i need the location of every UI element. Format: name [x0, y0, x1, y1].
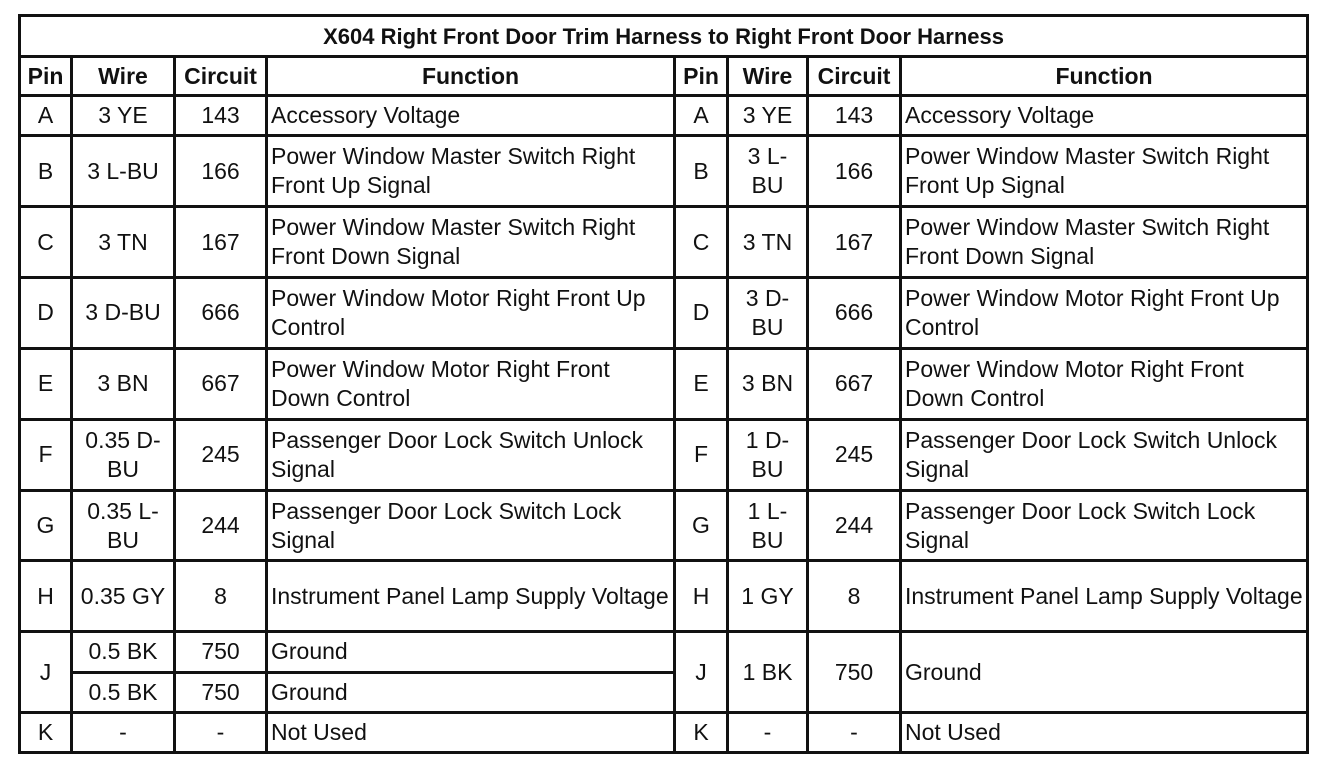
- wire-cell: 0.35 L-BU: [72, 490, 175, 561]
- header-wire-right: Wire: [728, 57, 808, 96]
- wire-cell: 0.5 BK: [72, 672, 175, 712]
- circuit-cell: 143: [808, 96, 901, 136]
- wire-cell: -: [72, 712, 175, 752]
- table-row: [20, 277, 1308, 348]
- circuit-cell: 666: [175, 277, 267, 348]
- pin-cell: H: [675, 561, 728, 632]
- table-title: X604 Right Front Door Trim Harness to Right Front Door Harness: [20, 16, 1308, 57]
- pin-cell: C: [20, 207, 72, 278]
- wire-cell: 3 L-BU: [72, 136, 175, 207]
- wire-cell: 1 BK: [728, 632, 808, 712]
- circuit-cell: 750: [808, 632, 901, 712]
- pin-cell: A: [675, 96, 728, 136]
- function-cell: Accessory Voltage: [901, 96, 1308, 136]
- header-circuit-right: Circuit: [808, 57, 901, 96]
- wire-cell: 3 YE: [72, 96, 175, 136]
- pin-cell: K: [675, 712, 728, 752]
- connector-table: [18, 14, 1309, 754]
- pin-cell: J: [675, 632, 728, 712]
- table-row: [20, 712, 1308, 752]
- function-cell: Power Window Master Switch Right Front Up Signal: [267, 136, 675, 207]
- pin-cell: B: [675, 136, 728, 207]
- table-row: [20, 348, 1308, 419]
- circuit-cell: 667: [175, 348, 267, 419]
- header-function-right: Function: [901, 57, 1308, 96]
- circuit-cell: 167: [175, 207, 267, 278]
- pin-cell: D: [675, 277, 728, 348]
- function-cell: Power Window Master Switch Right Front Up Signal: [901, 136, 1308, 207]
- function-cell: Power Window Motor Right Front Down Control: [267, 348, 675, 419]
- wire-cell: 1 GY: [728, 561, 808, 632]
- table-row: [20, 136, 1308, 207]
- function-cell: Ground: [901, 632, 1308, 712]
- wire-cell: 1 L-BU: [728, 490, 808, 561]
- circuit-cell: 8: [808, 561, 901, 632]
- pin-cell: E: [20, 348, 72, 419]
- table-row: [20, 207, 1308, 278]
- wire-cell: 3 TN: [728, 207, 808, 278]
- function-cell: Ground: [267, 672, 675, 712]
- wire-cell: 0.35 D-BU: [72, 419, 175, 490]
- header-circuit-left: Circuit: [175, 57, 267, 96]
- table-row: [20, 96, 1308, 136]
- header-function-left: Function: [267, 57, 675, 96]
- circuit-cell: 166: [175, 136, 267, 207]
- wire-cell: 3 BN: [72, 348, 175, 419]
- wire-cell: 3 TN: [72, 207, 175, 278]
- pin-cell: E: [675, 348, 728, 419]
- wire-cell: 3 L-BU: [728, 136, 808, 207]
- function-cell: Power Window Motor Right Front Down Control: [901, 348, 1308, 419]
- pin-cell: F: [20, 419, 72, 490]
- pin-cell: B: [20, 136, 72, 207]
- function-cell: Power Window Motor Right Front Up Control: [901, 277, 1308, 348]
- table-row: [20, 632, 1308, 672]
- function-cell: Passenger Door Lock Switch Lock Signal: [267, 490, 675, 561]
- circuit-cell: 166: [808, 136, 901, 207]
- wire-cell: 0.35 GY: [72, 561, 175, 632]
- wire-cell: 3 D-BU: [728, 277, 808, 348]
- function-cell: Accessory Voltage: [267, 96, 675, 136]
- function-cell: Instrument Panel Lamp Supply Voltage: [901, 561, 1308, 632]
- pin-cell: K: [20, 712, 72, 752]
- pin-cell: D: [20, 277, 72, 348]
- wire-cell: 0.5 BK: [72, 632, 175, 672]
- function-cell: Power Window Motor Right Front Up Control: [267, 277, 675, 348]
- pin-cell: A: [20, 96, 72, 136]
- wire-cell: 3 BN: [728, 348, 808, 419]
- table-row: [20, 490, 1308, 561]
- wire-cell: 1 D-BU: [728, 419, 808, 490]
- function-cell: Power Window Master Switch Right Front Down Signal: [901, 207, 1308, 278]
- circuit-cell: -: [175, 712, 267, 752]
- pin-cell: J: [20, 632, 72, 712]
- circuit-cell: 750: [175, 672, 267, 712]
- wire-cell: 3 YE: [728, 96, 808, 136]
- circuit-cell: 8: [175, 561, 267, 632]
- header-pin-left: Pin: [20, 57, 72, 96]
- circuit-cell: 143: [175, 96, 267, 136]
- circuit-cell: 245: [175, 419, 267, 490]
- wire-cell: -: [728, 712, 808, 752]
- pin-cell: G: [675, 490, 728, 561]
- circuit-cell: -: [808, 712, 901, 752]
- pin-cell: F: [675, 419, 728, 490]
- pin-cell: H: [20, 561, 72, 632]
- function-cell: Passenger Door Lock Switch Unlock Signal: [901, 419, 1308, 490]
- function-cell: Ground: [267, 632, 675, 672]
- function-cell: Passenger Door Lock Switch Unlock Signal: [267, 419, 675, 490]
- function-cell: Passenger Door Lock Switch Lock Signal: [901, 490, 1308, 561]
- header-pin-right: Pin: [675, 57, 728, 96]
- function-cell: Instrument Panel Lamp Supply Voltage: [267, 561, 675, 632]
- pin-cell: C: [675, 207, 728, 278]
- circuit-cell: 667: [808, 348, 901, 419]
- circuit-cell: 167: [808, 207, 901, 278]
- circuit-cell: 244: [808, 490, 901, 561]
- header-wire-left: Wire: [72, 57, 175, 96]
- circuit-cell: 245: [808, 419, 901, 490]
- table-row: [20, 561, 1308, 632]
- circuit-cell: 244: [175, 490, 267, 561]
- function-cell: Not Used: [267, 712, 675, 752]
- function-cell: Power Window Master Switch Right Front Down Signal: [267, 207, 675, 278]
- wire-cell: 3 D-BU: [72, 277, 175, 348]
- function-cell: Not Used: [901, 712, 1308, 752]
- circuit-cell: 666: [808, 277, 901, 348]
- circuit-cell: 750: [175, 632, 267, 672]
- pin-cell: G: [20, 490, 72, 561]
- table-row: [20, 419, 1308, 490]
